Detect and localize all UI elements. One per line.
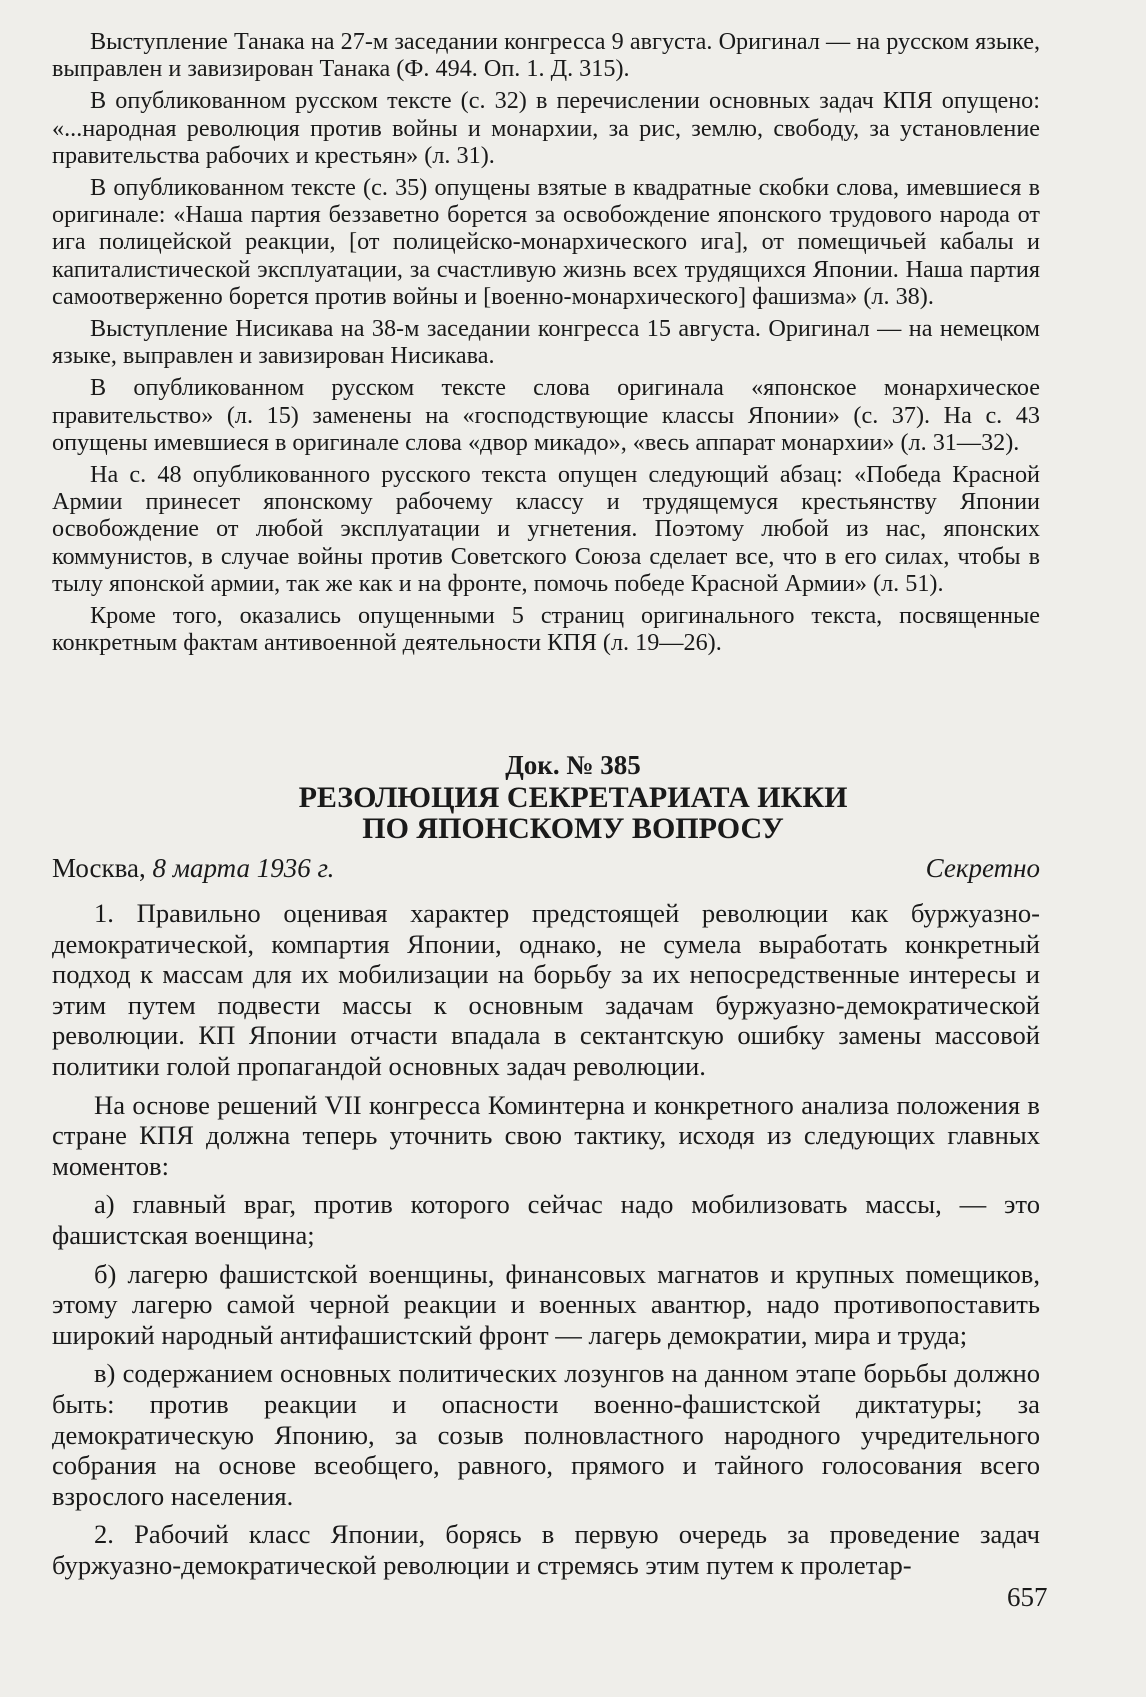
note-paragraph: Выступление Танака на 27-м заседании конгресса 9 августа. Оригинал — на русском языке, выправлен и завизирован Танака (Ф. 494. Оп. 1. Д. 315). <box>52 28 1040 83</box>
document-place: Москва, <box>52 853 146 883</box>
document-title <box>0 782 1146 844</box>
resolution-body <box>52 898 1040 1588</box>
body-paragraph: 1. Правильно оценивая характер предстоящей революции как буржуазно-демократической, компартия Японии, однако, не сумела выработать конкретный подход к массам для их мобилизации на борьбу за их непосредственные интересы и этим путем подвести массы к основным задачам буржуазно-демократической революции. КП Японии отчасти впадала в сектантскую ошибку замены массовой политики голой пропагандой основных задач революции. <box>52 898 1040 1081</box>
body-paragraph: в) содержанием основных политических лозунгов на данном этапе борьбы должно быть: против реакции и опасности военно-фашистской диктатуры; за демократическую Японию, за созыв полновластного народного учредительного собрания на основе всеобщего, равного, прямого и тайного голосования всего взрослого населения. <box>52 1358 1040 1511</box>
document-number: Док. № 385 <box>505 750 641 780</box>
document-date: 8 марта 1936 г. <box>152 853 335 883</box>
secrecy-classification: Секретно <box>925 853 1040 883</box>
note-paragraph: В опубликованном русском тексте (с. 32) в перечислении основных задач КПЯ опущено: «...народная революция против войны и монархии, за рис, землю, свободу, за установление правительства рабочих и крестьян» (л. 31). <box>52 87 1040 169</box>
page-number: 657 <box>1007 1582 1048 1612</box>
body-paragraph: На основе решений VII конгресса Коминтерна и конкретного анализа положения в стране КПЯ должна теперь уточнить свою тактику, исходя из следующих главных моментов: <box>52 1089 1040 1181</box>
body-paragraph: б) лагерю фашистской военщины, финансовых магнатов и крупных помещиков, этому лагерю самой черной реакции и военных авантюр, надо противопоставить широкий народный антифашистский фронт — лагерь демократии, мира и труда; <box>52 1258 1040 1350</box>
place-and-date <box>52 853 334 884</box>
document-title-line: РЕЗОЛЮЦИЯ СЕКРЕТАРИАТА ИККИ <box>298 781 848 814</box>
body-paragraph: 2. Рабочий класс Японии, борясь в первую очередь за проведение задач буржуазно-демократической революции и стремясь этим путем к пролетар- <box>52 1519 1040 1580</box>
body-paragraph: а) главный враг, против которого сейчас надо мобилизовать массы, — это фашистская военщина; <box>52 1189 1040 1250</box>
document-title-line: ПО ЯПОНСКОМУ ВОПРОСУ <box>362 812 784 845</box>
editorial-notes <box>52 28 1040 661</box>
note-paragraph: На с. 48 опубликованного русского текста опущен следующий абзац: «Победа Красной Армии принесет японскому рабочему классу и трудящемуся крестьянству Японии освобождение от любой эксплуатации и угнетения. Поэтому любой из нас, японских коммунистов, в случае войны против Советского Союза сделает все, что в его силах, чтобы в тылу японской армии, так же как и на фронте, помочь победе Красной Армии» (л. 51). <box>52 461 1040 597</box>
note-paragraph: Выступление Нисикава на 38-м заседании конгресса 15 августа. Оригинал — на немецком языке, выправлен и завизирован Нисикава. <box>52 315 1040 370</box>
note-paragraph: В опубликованном русском тексте слова оригинала «японское монархическое правительство» (л. 15) заменены на «господствующие классы Японии» (с. 37). На с. 43 опущены имевшиеся в оригинале слова «двор микадо», «весь аппарат монархии» (л. 31—32). <box>52 374 1040 456</box>
note-paragraph: Кроме того, оказались опущенными 5 страниц оригинального текста, посвященные конкретным фактам антивоенной деятельности КПЯ (л. 19—26). <box>52 602 1040 657</box>
note-paragraph: В опубликованном тексте (с. 35) опущены взятые в квадратные скобки слова, имевшиеся в оригинале: «Наша партия беззаветно борется за освобождение японского трудового народа от ига полицейской реакции, [от полицейско-монархического ига], от помещичьей кабалы и капиталистической эксплуатации, за счастливую жизнь всех трудящихся Японии. Наша партия самоотверженно борется против войны и [военно-монархического] фашизма» (л. 38). <box>52 174 1040 310</box>
